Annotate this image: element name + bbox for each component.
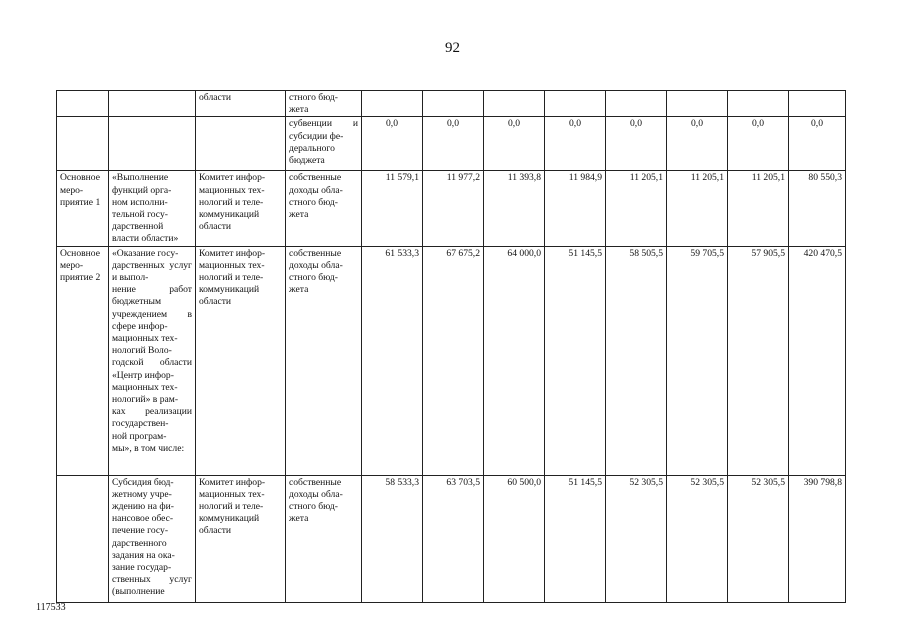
amount-cell: 0,0 <box>545 117 606 171</box>
amount-cell: 64 000,0 <box>484 246 545 475</box>
table-row <box>57 475 846 602</box>
amount-cell: 0,0 <box>362 117 423 171</box>
table-row <box>57 171 846 246</box>
funding-source-cell: собственные доходы обла- стного бюд- жета <box>286 246 362 475</box>
funding-source-cell: стного бюд- жета <box>286 91 362 117</box>
table-row <box>57 117 846 171</box>
amount-cell: 0,0 <box>606 117 667 171</box>
budget-table-body <box>57 91 846 603</box>
executor-cell: Комитет инфор- мационных тех- нологий и теле- коммуникаций области <box>196 171 286 246</box>
table-row <box>57 91 846 117</box>
funding-source-cell: субвенции и субсидии фе- дерального бюджета <box>286 117 362 171</box>
amount-cell: 63 703,5 <box>423 475 484 602</box>
amount-cell: 52 305,5 <box>606 475 667 602</box>
total-cell: 420 470,5 <box>789 246 846 475</box>
total-cell: 390 798,8 <box>789 475 846 602</box>
executor-cell: Комитет инфор- мационных тех- нологий и теле- коммуникаций области <box>196 475 286 602</box>
amount-cell <box>362 91 423 117</box>
activity-name-cell: «Выполнение функций орга- ном исполни- тельной госу- дарственной власти области» <box>109 171 196 246</box>
activity-cell <box>57 91 109 117</box>
activity-name-cell: «Оказание госу- дарственных услуг и выпол- нение работ бюджетным учреждением в сфере инфор- мационных тех- нологий Воло- годской области «Центр инфор- мационных тех- нологий» в рам- ках реализации государствен- ной програм- мы», в том числе: <box>109 246 196 475</box>
activity-cell <box>57 475 109 602</box>
amount-cell: 11 205,1 <box>728 171 789 246</box>
amount-cell: 51 145,5 <box>545 246 606 475</box>
funding-source-cell: собственные доходы обла- стного бюд- жета <box>286 171 362 246</box>
activity-name-cell <box>109 117 196 171</box>
activity-cell <box>57 117 109 171</box>
executor-cell: Комитет инфор- мационных тех- нологий и теле- коммуникаций области <box>196 246 286 475</box>
amount-cell: 57 905,5 <box>728 246 789 475</box>
activity-cell: Основное меро- приятие 2 <box>57 246 109 475</box>
amount-cell: 51 145,5 <box>545 475 606 602</box>
amount-cell: 11 984,9 <box>545 171 606 246</box>
amount-cell <box>667 91 728 117</box>
page-number: 92 <box>445 40 460 56</box>
amount-cell: 0,0 <box>484 117 545 171</box>
amount-cell: 0,0 <box>423 117 484 171</box>
amount-cell <box>423 91 484 117</box>
budget-table <box>56 90 846 603</box>
amount-cell <box>728 91 789 117</box>
executor-cell: области <box>196 91 286 117</box>
amount-cell: 61 533,3 <box>362 246 423 475</box>
funding-source-cell: собственные доходы обла- стного бюд- жета <box>286 475 362 602</box>
activity-cell: Основное меро- приятие 1 <box>57 171 109 246</box>
amount-cell: 52 305,5 <box>728 475 789 602</box>
document-code: 117533 <box>36 602 66 613</box>
activity-name-cell: Субсидия бюд- жетному учре- ждению на фи- нансовое обес- печение госу- дарственного задания на ока- зание государ- ственных услуг (выполнение <box>109 475 196 602</box>
amount-cell: 58 533,3 <box>362 475 423 602</box>
total-cell: 80 550,3 <box>789 171 846 246</box>
amount-cell: 11 205,1 <box>667 171 728 246</box>
amount-cell: 60 500,0 <box>484 475 545 602</box>
amount-cell: 52 305,5 <box>667 475 728 602</box>
amount-cell: 0,0 <box>667 117 728 171</box>
amount-cell <box>484 91 545 117</box>
amount-cell: 67 675,2 <box>423 246 484 475</box>
amount-cell: 11 579,1 <box>362 171 423 246</box>
executor-cell <box>196 117 286 171</box>
amount-cell: 0,0 <box>728 117 789 171</box>
amount-cell <box>606 91 667 117</box>
amount-cell: 11 205,1 <box>606 171 667 246</box>
amount-cell: 59 705,5 <box>667 246 728 475</box>
total-cell <box>789 91 846 117</box>
table-row <box>57 246 846 475</box>
amount-cell <box>545 91 606 117</box>
total-cell: 0,0 <box>789 117 846 171</box>
amount-cell: 11 393,8 <box>484 171 545 246</box>
amount-cell: 11 977,2 <box>423 171 484 246</box>
activity-name-cell <box>109 91 196 117</box>
amount-cell: 58 505,5 <box>606 246 667 475</box>
